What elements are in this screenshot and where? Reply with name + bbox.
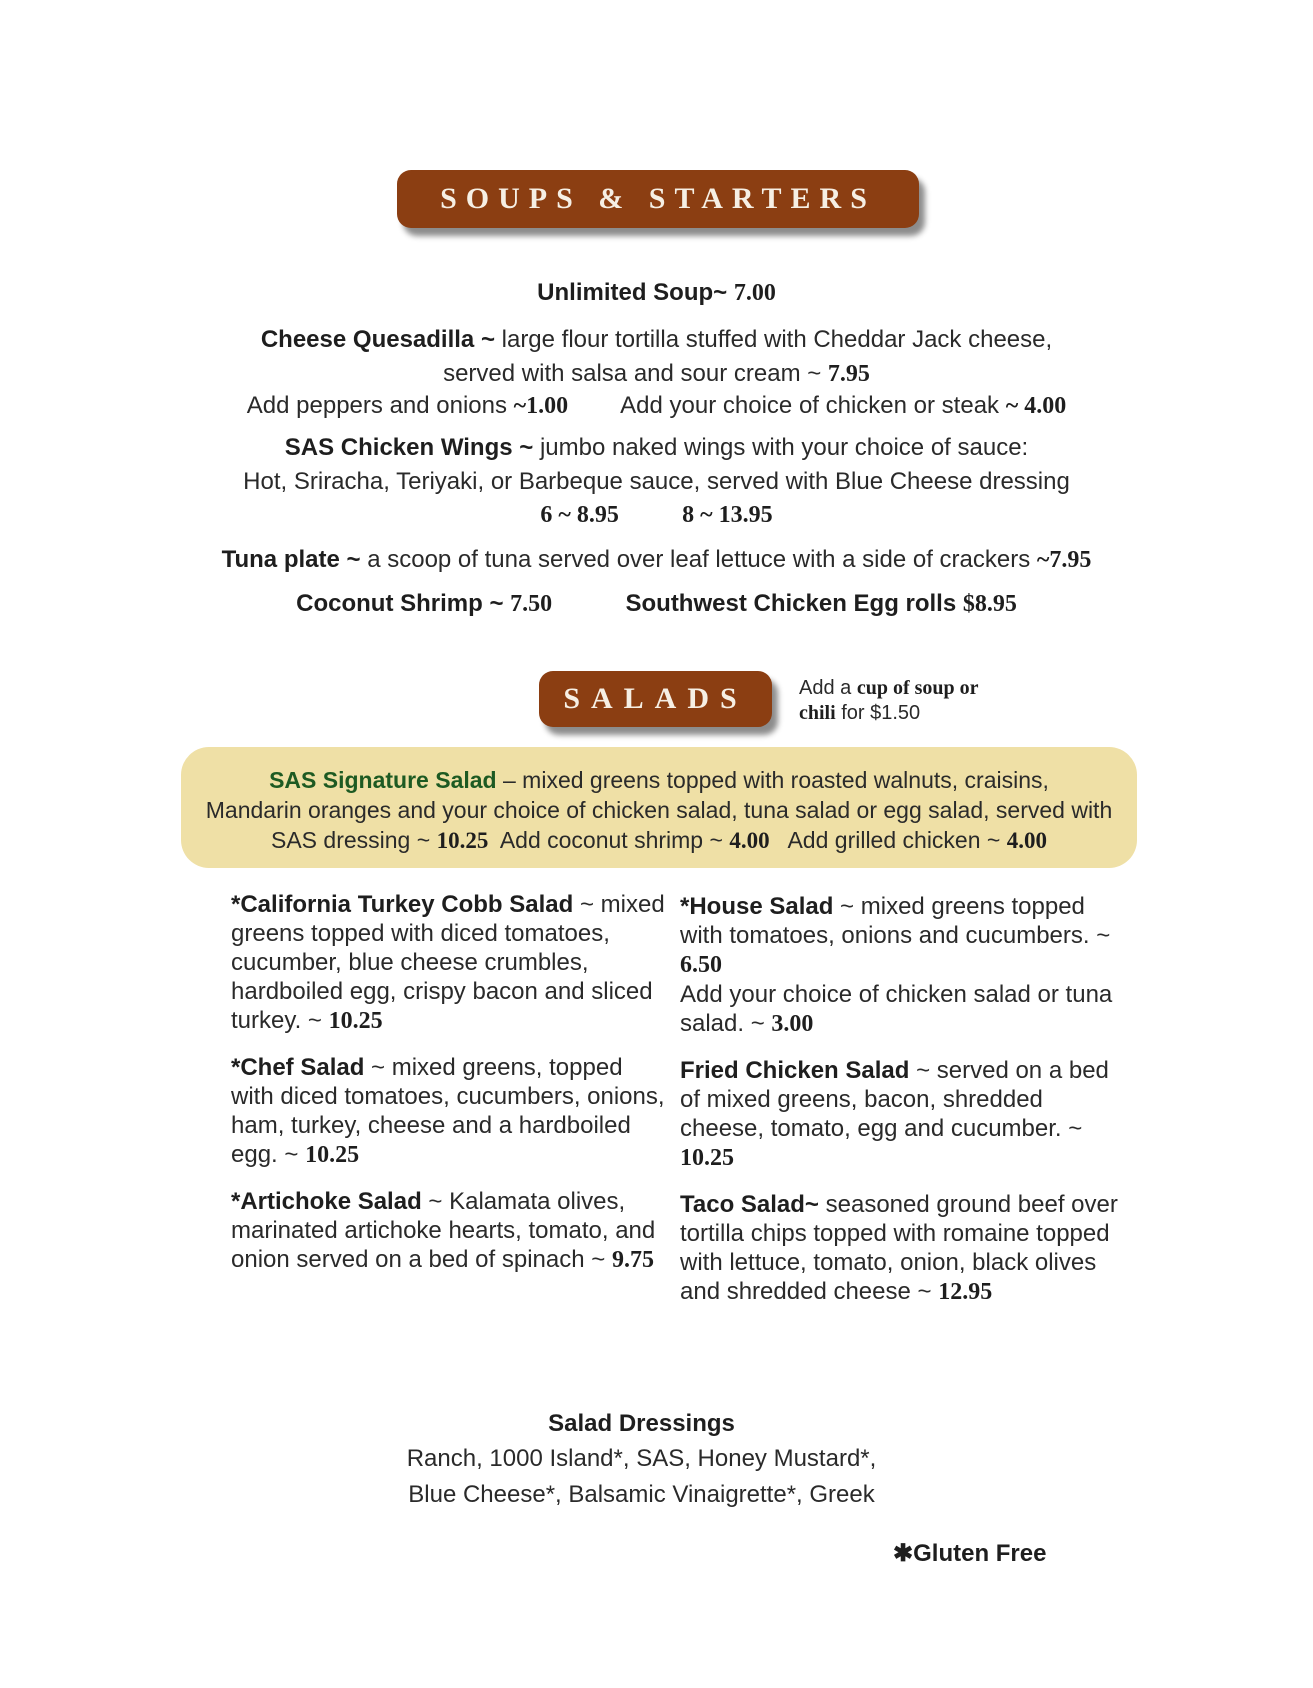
list-item: *California Turkey Cobb Salad ~ mixed greens topped with diced tomatoes, cucumber, blue cheese crumbles, hardboiled egg, crispy bacon and sliced turkey. ~ 10.25 [231, 891, 665, 1034]
unlimited-soup: Unlimited Soup~ 7.00 [537, 279, 776, 306]
dressings-title: Salad Dressings [548, 1410, 735, 1437]
signature-salad-line3: SAS dressing ~ 10.25 Add coconut shrimp ~ 4.00 Add grilled chicken ~ 4.00 [271, 827, 1047, 853]
salads-title: SALADS [563, 682, 748, 715]
tuna-plate: Tuna plate ~ a scoop of tuna served over leaf lettuce with a side of crackers ~7.95 [221, 546, 1092, 573]
cheese-quesadilla-desc: served with salsa and sour cream ~ 7.95 [443, 360, 870, 387]
asterisk-icon: ✱ [893, 1540, 914, 1567]
cheese-quesadilla: Cheese Quesadilla ~ large flour tortilla stuffed with Cheddar Jack cheese, [260, 326, 1053, 353]
chicken-wings-prices: 6 ~ 8.95 8 ~ 13.95 [540, 502, 773, 528]
soups-starters-title: SOUPS & STARTERS [440, 182, 876, 215]
dressings-line1: Ranch, 1000 Island*, SAS, Honey Mustard*, [406, 1445, 877, 1472]
list-item: Taco Salad~ seasoned ground beef over tortilla chips topped with romaine topped with lettuce, tomato, onion, black olives and shredded cheese ~ 12.95 [680, 1191, 1118, 1305]
salads-banner [539, 671, 772, 727]
gluten-free-legend: ✱Gluten Free [893, 1540, 1047, 1567]
quesadilla-addons: Add peppers and onions ~1.00 Add your choice of chicken or steak ~ 4.00 [246, 392, 1067, 419]
signature-salad-box [181, 747, 1137, 868]
signature-salad-line1: SAS Signature Salad – mixed greens topped with roasted walnuts, craisins, [269, 767, 1049, 793]
soups-starters-banner [397, 170, 919, 228]
list-item: *Artichoke Salad ~ Kalamata olives, marinated artichoke hearts, tomato, and onion served on a bed of spinach ~ 9.75 [231, 1188, 656, 1273]
dressings-line2: Blue Cheese*, Balsamic Vinaigrette*, Greek [408, 1481, 875, 1508]
signature-salad-line2: Mandarin oranges and your choice of chicken salad, tuna salad or egg salad, served with [205, 797, 1113, 823]
salads-left-column [231, 890, 671, 1292]
chicken-wings: SAS Chicken Wings ~ jumbo naked wings with your choice of sauce: [284, 434, 1029, 461]
shrimp-and-eggrolls: Coconut Shrimp ~ 7.50 Southwest Chicken Egg rolls $8.95 [296, 590, 1017, 617]
list-item: *Chef Salad ~ mixed greens, topped with diced tomatoes, cucumbers, onions, ham, turkey, cheese and a hardboiled egg. ~ 10.25 [231, 1054, 665, 1168]
chicken-wings-desc: Hot, Sriracha, Teriyaki, or Barbeque sauce, served with Blue Cheese dressing [243, 468, 1070, 495]
list-item: *House Salad ~ mixed greens topped with tomatoes, onions and cucumbers. ~ 6.50 Add your choice of chicken salad or tuna salad. ~ 3.00 [680, 893, 1113, 1037]
salads-right-column [680, 892, 1130, 1324]
soup-addon-note: Add a cup of soup or chili for $1.50 [799, 677, 979, 724]
list-item: Fried Chicken Salad ~ served on a bed of mixed greens, bacon, shredded cheese, tomato, egg and cucumber. ~ 10.25 [680, 1057, 1109, 1171]
